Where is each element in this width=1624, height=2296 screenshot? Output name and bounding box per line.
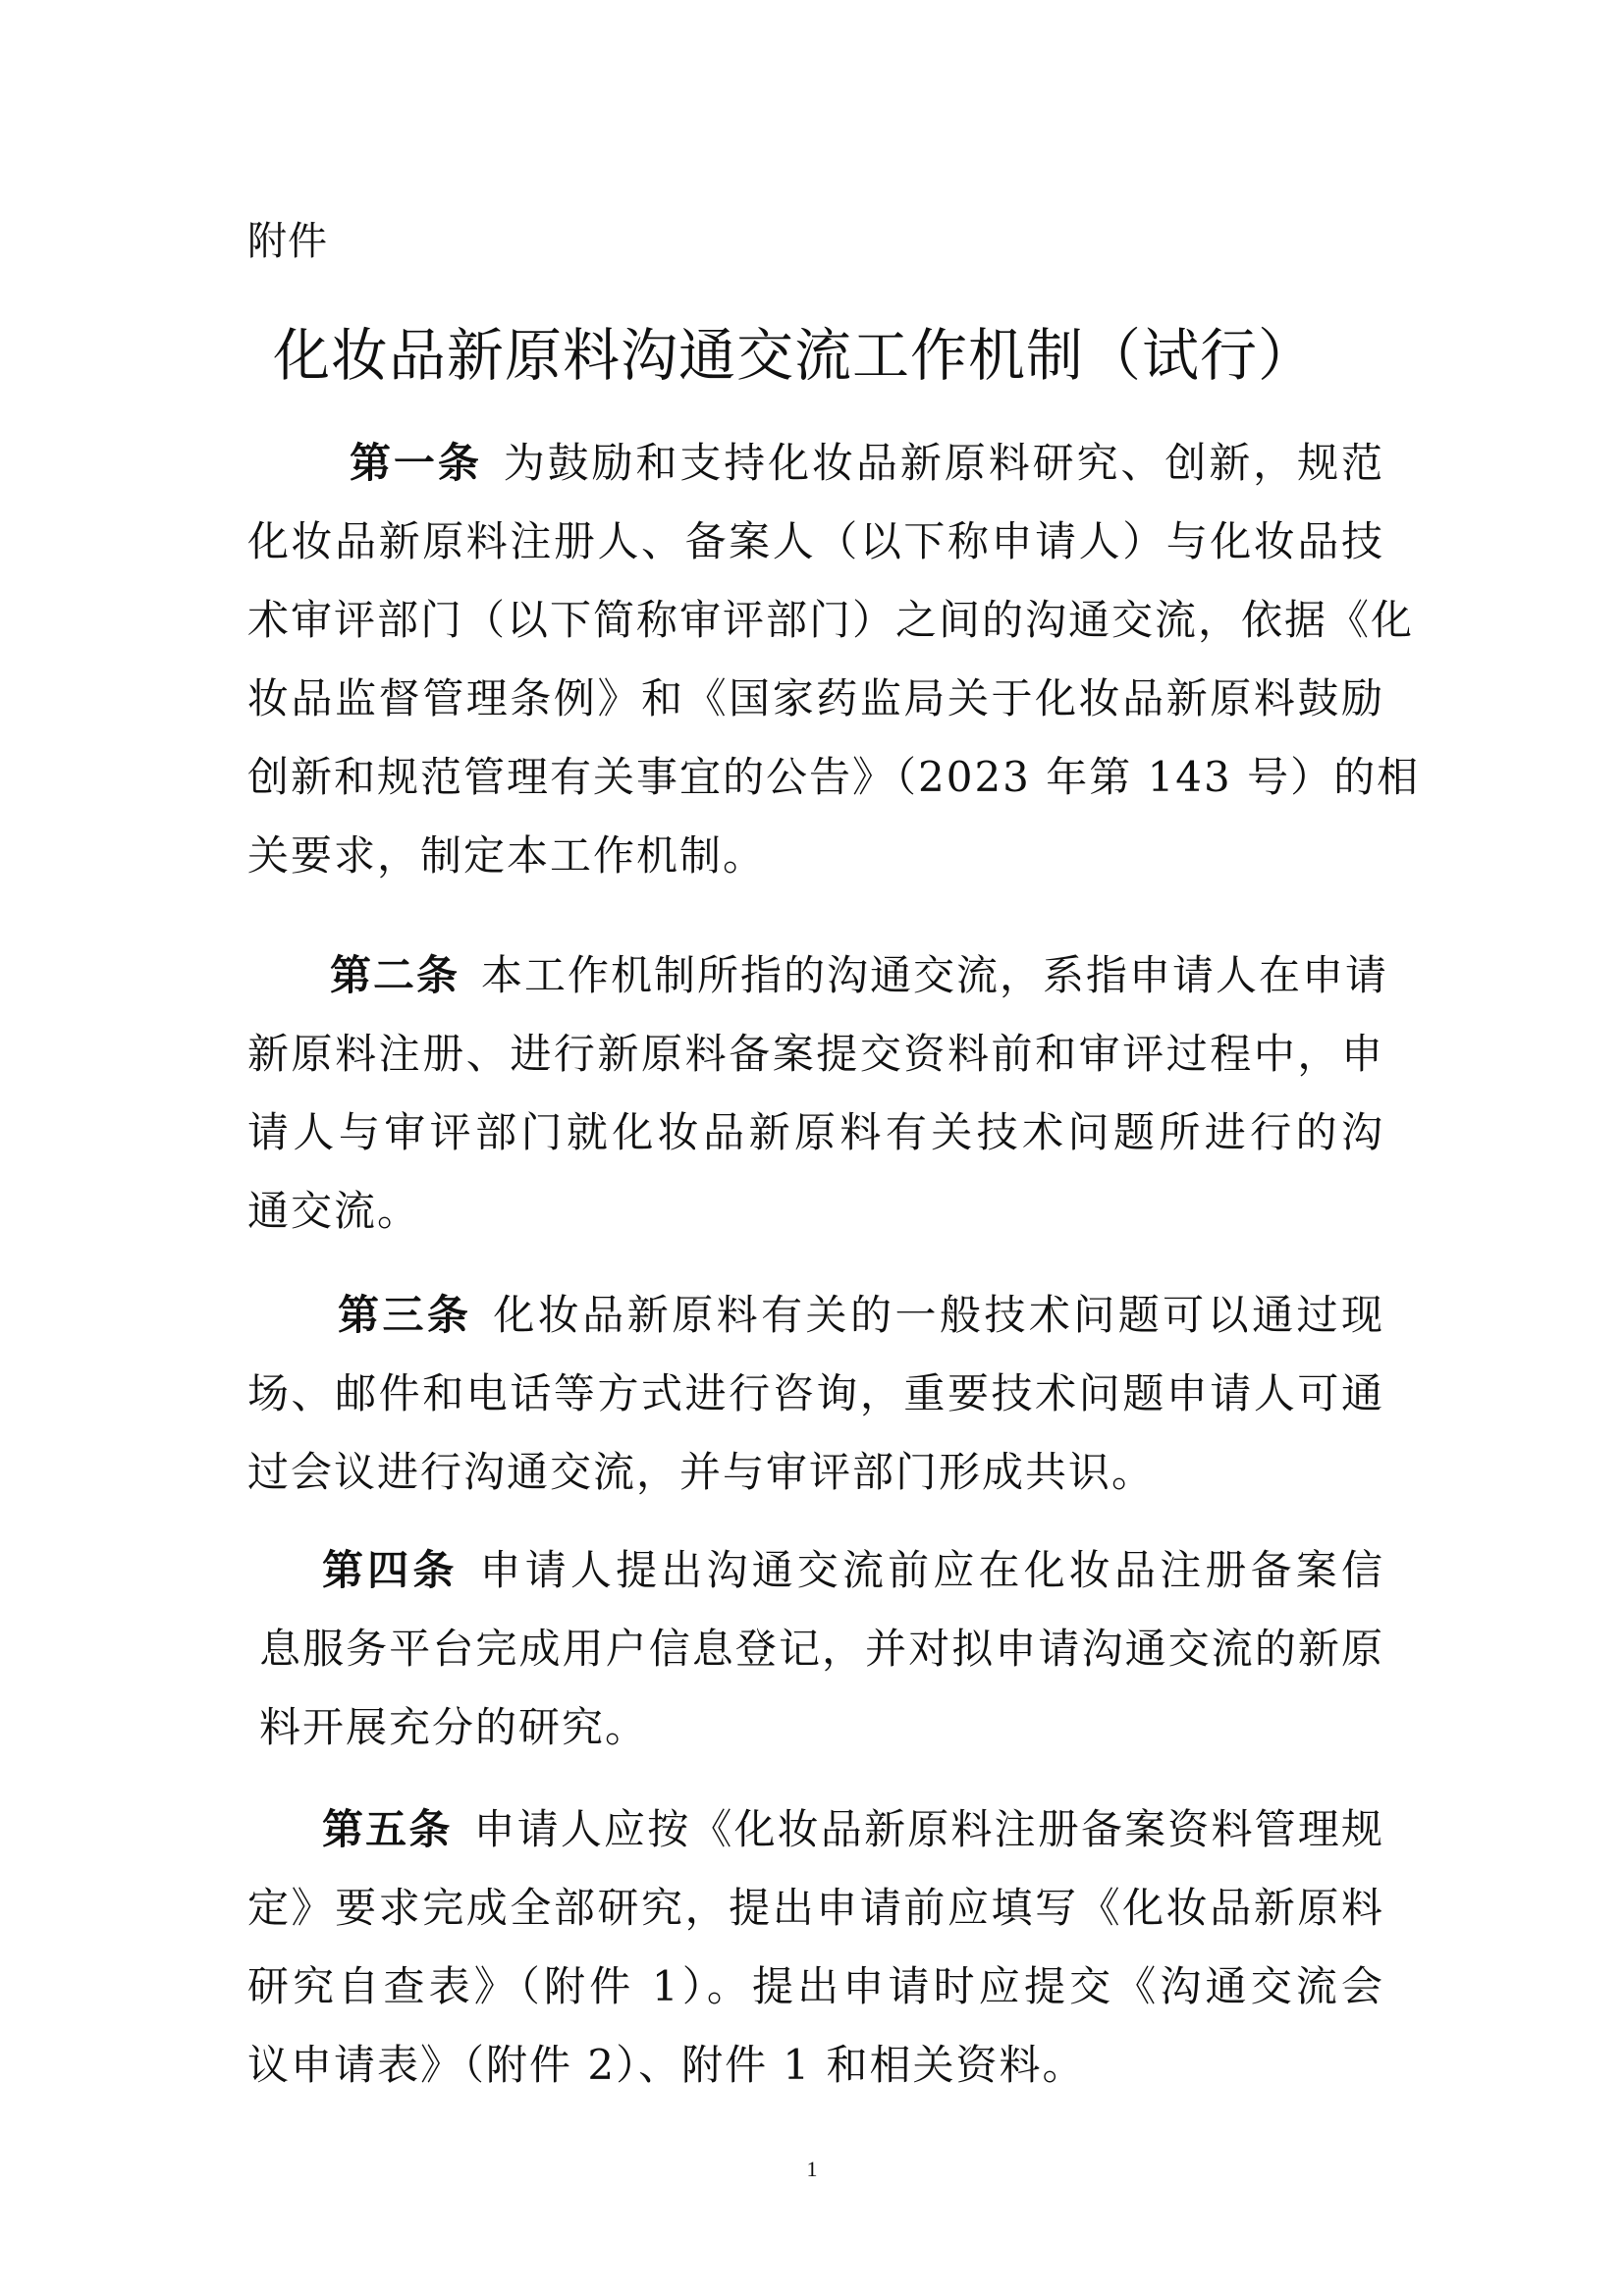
article-line: 新原料注册、进行新原料备案提交资料前和审评过程中，申 xyxy=(247,1030,1384,1078)
article-line: 通交流。 xyxy=(247,1187,421,1235)
article-heading: 第五条 xyxy=(322,1805,453,1853)
article-line: 请人与审评部门就化妆品新原料有关技术问题所进行的沟 xyxy=(247,1108,1384,1156)
article-text: 化妆品新原料有关的一般技术问题可以通过现 xyxy=(493,1291,1384,1339)
article-line: 定》要求完成全部研究，提出申请前应填写《化妆品新原料 xyxy=(247,1884,1384,1932)
article-line: 化妆品新原料注册人、备案人（以下称申请人）与化妆品技 xyxy=(247,517,1384,565)
article-3 xyxy=(247,1276,1384,1512)
article-line: 关要求，制定本工作机制。 xyxy=(247,831,767,880)
article-2 xyxy=(247,936,1389,1251)
article-line: 研究自查表》（附件 1）。提出申请时应提交《沟通交流会 xyxy=(247,1962,1384,2010)
article-line xyxy=(247,936,1389,1015)
article-heading: 第一条 xyxy=(350,439,482,487)
document-title: 化妆品新原料沟通交流工作机制（试行） xyxy=(273,322,1317,389)
page-number: 1 xyxy=(806,2157,818,2181)
article-1 xyxy=(247,424,1421,895)
article-line: 议申请表》（附件 2）、附件 1 和相关资料。 xyxy=(247,2041,1086,2089)
article-heading: 第四条 xyxy=(322,1546,459,1594)
article-line xyxy=(247,1531,1384,1610)
article-line: 场、邮件和电话等方式进行咨询，重要技术问题申请人可通 xyxy=(247,1369,1384,1417)
attachment-label: 附件 xyxy=(247,219,328,264)
article-text: 本工作机制所指的沟通交流，系指申请人在申请 xyxy=(481,951,1389,999)
article-5 xyxy=(247,1790,1384,2105)
article-text: 为鼓励和支持化妆品新原料研究、创新，规范 xyxy=(503,439,1384,487)
article-text: 申请人提出沟通交流前应在化妆品注册备案信 xyxy=(479,1546,1384,1594)
article-line: 术审评部门（以下简称审评部门）之间的沟通交流，依据《化 xyxy=(247,596,1415,644)
article-line: 创新和规范管理有关事宜的公告》（2023 年第 143 号）的相 xyxy=(247,753,1421,801)
article-line: 过会议进行沟通交流，并与审评部门形成共识。 xyxy=(247,1448,1156,1496)
article-line: 息服务平台完成用户信息登记，并对拟申请沟通交流的新原 xyxy=(259,1625,1384,1673)
article-line: 妆品监督管理条例》和《国家药监局关于化妆品新原料鼓励 xyxy=(247,674,1384,722)
article-text: 申请人应按《化妆品新原料注册备案资料管理规 xyxy=(473,1805,1384,1853)
article-heading: 第二条 xyxy=(330,951,460,999)
article-4 xyxy=(247,1531,1384,1767)
article-heading: 第三条 xyxy=(338,1291,472,1339)
article-line xyxy=(247,424,1384,503)
article-line: 料开展充分的研究。 xyxy=(259,1703,649,1751)
article-line xyxy=(247,1790,1384,1869)
article-line xyxy=(247,1276,1384,1355)
